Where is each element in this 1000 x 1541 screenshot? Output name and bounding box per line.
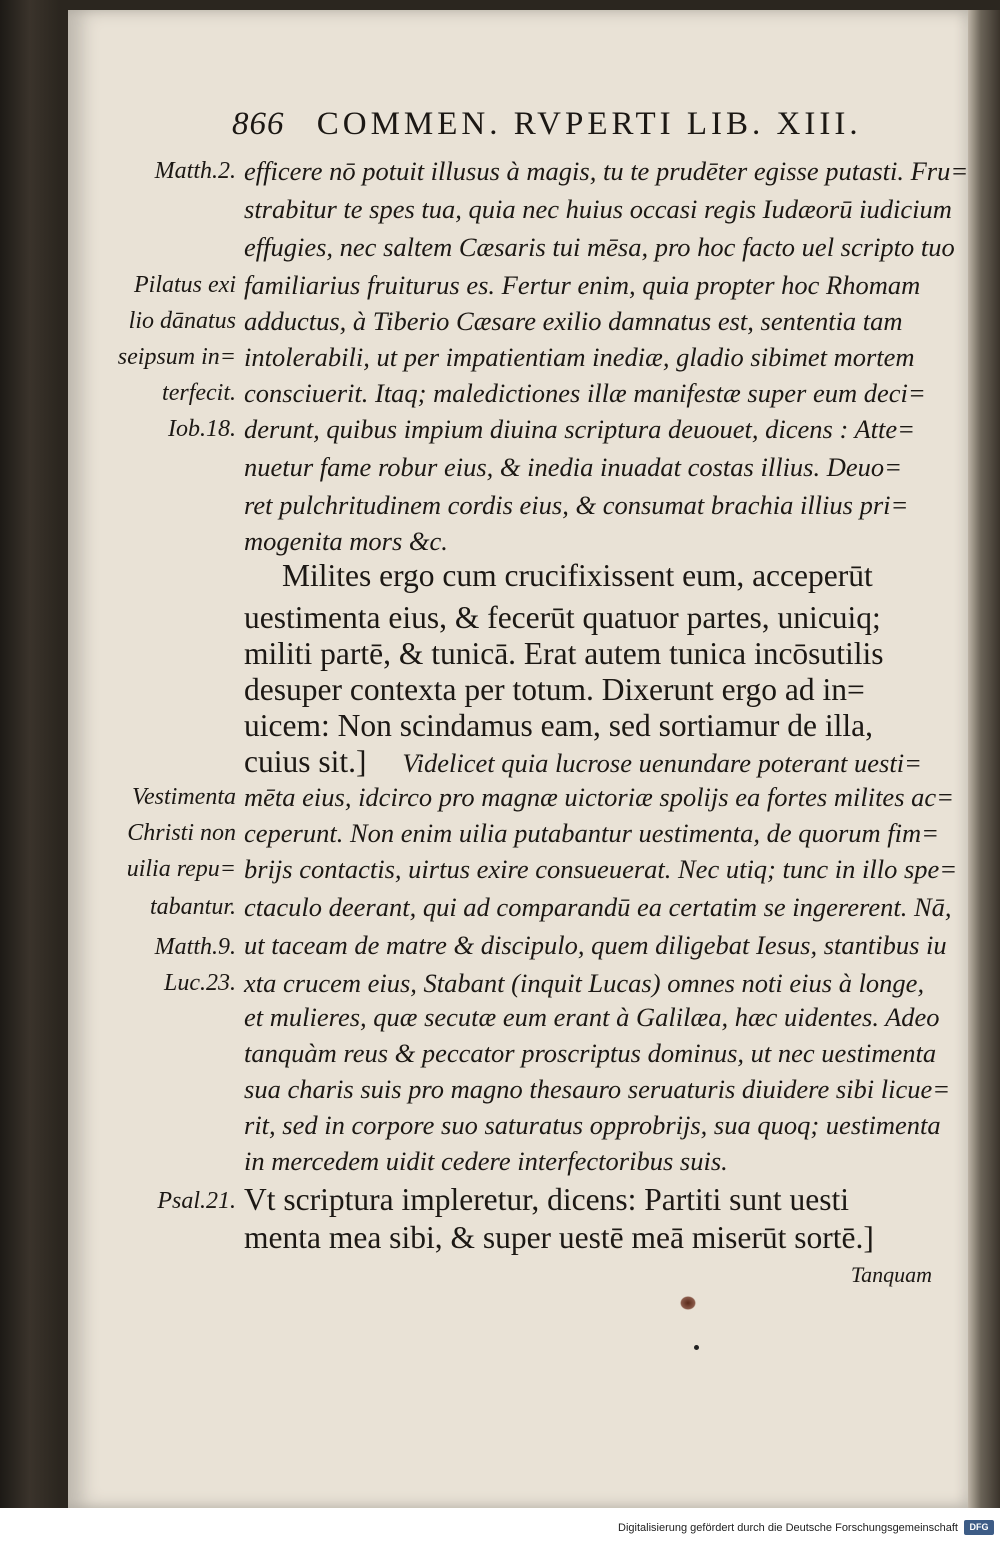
margin-note-iob: Iob.18. (168, 416, 236, 442)
margin-note-vestimenta: Christi non (127, 820, 236, 846)
body-line: derunt, quibus impium diuina scriptura deuouet, dicens : Atte= (244, 414, 916, 444)
body-line: ceperunt. Non enim uilia putabantur uestimenta, de quorum fim= (244, 818, 940, 848)
body-line: consciuerit. Itaq; maledictiones illæ manifestæ super eum deci= (244, 378, 926, 408)
body-line: mēta eius, idcirco pro magnæ uictoriæ spolijs ea fortes milites ac= (244, 782, 955, 812)
scripture-end: cuius sit.] (244, 744, 367, 779)
margin-note-vestimenta: uilia repu= (126, 856, 236, 882)
body-line: sua charis suis pro magno thesauro seruaturis diuidere sibi licue= (244, 1074, 951, 1104)
body-line: tanquàm reus & peccator proscriptus dominus, ut nec uestimenta (244, 1038, 937, 1068)
body-line: ret pulchritudinem cordis eius, & consumat brachia illius pri= (244, 490, 909, 520)
scripture-line: desuper contexta per totum. Dixerunt ergo ad in= (244, 672, 865, 707)
margin-note-pilatus: Pilatus exi (134, 272, 236, 298)
commentary-start: Videlicet quia lucrose uenundare poterant uesti= (402, 748, 922, 778)
body-line: nuetur fame robur eius, & inedia inuadat costas illius. Deuo= (244, 452, 903, 482)
mixed-line (244, 742, 934, 783)
body-line: brijs contactis, uirtus exire consueuerat. Nec utiq; tunc in illo spe= (244, 854, 958, 884)
catchword: Tanquam (850, 1262, 932, 1287)
body-line: efficere nō potuit illusus à magis, tu te prudēter egisse putasti. Fru= (244, 156, 969, 186)
body-line: ut taceam de matre & discipulo, quem diligebat Iesus, stantibus iu (244, 930, 947, 960)
ink-stain (680, 1296, 696, 1310)
body-line: ctaculo deerant, qui ad comparandū ea certatim se ingererent. Nā, (244, 892, 952, 922)
ink-dot (694, 1345, 699, 1350)
scripture-line: militi partē, & tunicā. Erat autem tunica incōsutilis (244, 636, 884, 671)
running-head (232, 106, 912, 143)
margin-note-pilatus: terfecit. (162, 380, 236, 406)
scripture-line: Vt scriptura impleretur, dicens: Partiti sunt uesti (244, 1182, 849, 1217)
margin-note-matth9: Matth.9. (154, 934, 236, 960)
body-line: strabitur te spes tua, quia nec huius occasi regis Iudæorū iudicium (244, 194, 952, 224)
page-edge (968, 10, 1000, 1508)
body-line: in mercedem uidit cedere interfectoribus suis. (244, 1146, 728, 1176)
margin-note-vestimenta: tabantur. (149, 894, 236, 920)
body-line: intolerabili, ut per impatientiam inediæ, gladio sibimet mortem (244, 342, 915, 372)
page-number: 866 (232, 106, 285, 142)
body-line: et mulieres, quæ secutæ eum erant à Galilæa, hæc uidentes. Adeo (244, 1002, 940, 1032)
scripture-line: Milites ergo cum crucifixissent eum, acceperūt (282, 558, 873, 593)
scripture-line: uestimenta eius, & fecerūt quatuor partes, unicuiq; (244, 600, 881, 635)
margin-note-matth2: Matth.2. (154, 158, 236, 184)
body-line: effugies, nec saltem Cæsaris tui mēsa, pro hoc facto uel scripto tuo (244, 232, 955, 262)
body-line: familiarius fruiturus es. Fertur enim, quia propter hoc Rhomam (244, 270, 921, 300)
running-title: COMMEN. RVPERTI LIB. XIII. (316, 106, 862, 142)
margin-note-vestimenta: Vestimenta (132, 784, 236, 810)
margin-note-pilatus: lio dānatus (128, 308, 236, 334)
body-line: xta crucem eius, Stabant (inquit Lucas) omnes noti eius à longe, (244, 968, 925, 998)
footer-credit: Digitalisierung gefördert durch die Deutsche Forschungsgemeinschaft (618, 1522, 958, 1534)
scripture-line: uicem: Non scindamus eam, sed sortiamur de illa, (244, 708, 873, 743)
margin-note-pilatus: seipsum in= (117, 344, 236, 370)
dfg-logo-icon: DFG (964, 1520, 994, 1535)
body-line: rit, sed in corpore suo saturatus opprobrijs, sua quoq; uestimenta (244, 1110, 941, 1140)
body-line: adductus, à Tiberio Cæsare exilio damnatus est, sententia tam (244, 306, 903, 336)
body-line: mogenita mors &c. (244, 526, 448, 556)
margin-note-luc: Luc.23. (164, 970, 236, 996)
margin-note-psal: Psal.21. (157, 1188, 236, 1214)
scripture-line: menta mea sibi, & super uestē meā miserūt sortē.] (244, 1220, 874, 1255)
